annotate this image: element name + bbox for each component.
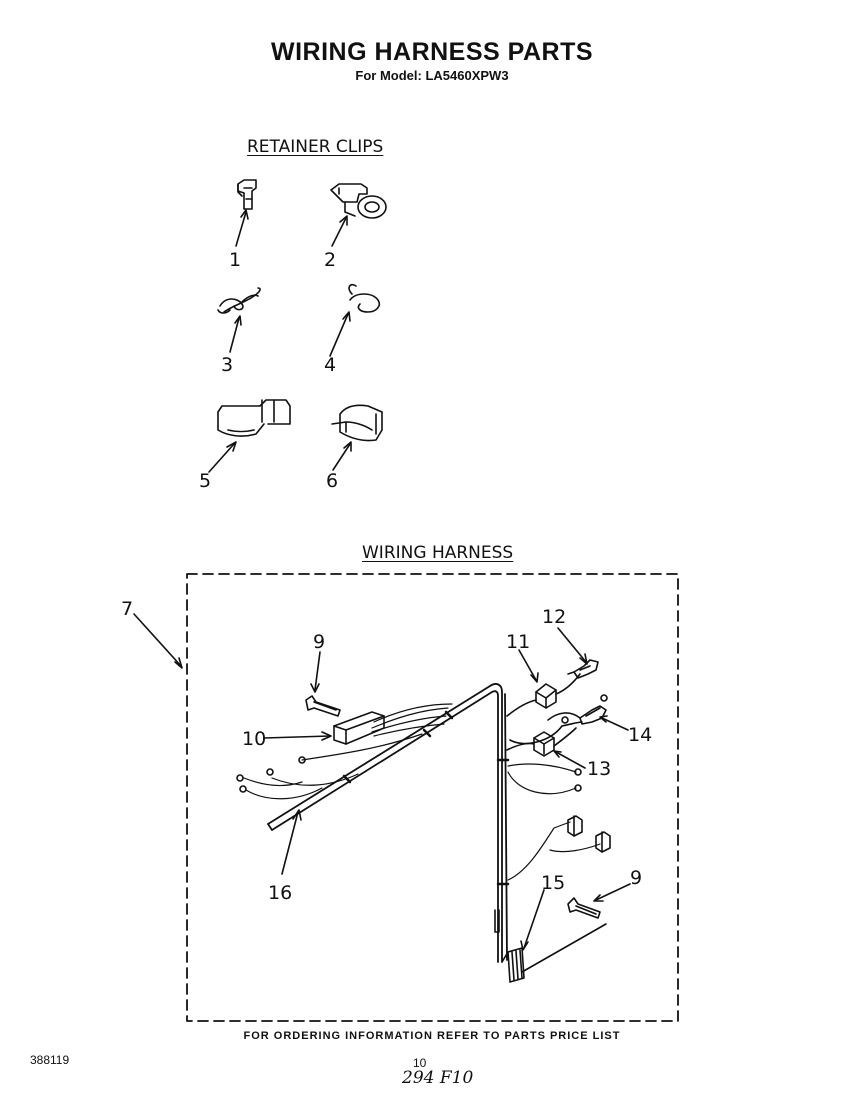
- callout-3: 3: [221, 354, 234, 376]
- leader-line-6: [333, 444, 350, 470]
- wire-terminal-14b: [562, 717, 568, 723]
- retainer-clip-3: [218, 288, 260, 313]
- leader-line-15: [524, 890, 544, 948]
- ordering-note: FOR ORDERING INFORMATION REFER TO PARTS PRICE LIST: [243, 1030, 621, 1042]
- callout-7: 7: [121, 598, 134, 620]
- plug-connector-lower-right: [568, 816, 610, 852]
- wire-terminal-left-2: [267, 769, 273, 775]
- retainer-clip-4: [349, 285, 379, 312]
- terminal-12: [568, 660, 598, 678]
- wiring-harness-heading: WIRING HARNESS: [362, 543, 514, 563]
- document-number: 388119: [30, 1053, 70, 1067]
- leader-line-5: [209, 444, 234, 472]
- trunk-clamp-bands: [344, 712, 508, 884]
- leader-line-10: [264, 736, 330, 738]
- retainer-clip-6: [332, 405, 382, 440]
- harness-branch-wires-left: [244, 704, 452, 799]
- callout-10: 10: [242, 728, 267, 750]
- terminal-9-lower: [522, 898, 606, 972]
- callout-14: 14: [628, 724, 653, 746]
- callout-12: 12: [542, 606, 567, 628]
- leader-line-14: [602, 718, 628, 730]
- callout-9-upper: 9: [313, 631, 326, 653]
- connector-13: [507, 728, 576, 756]
- leader-line-7: [134, 614, 181, 666]
- connector-11: [507, 674, 580, 716]
- leader-line-11: [519, 650, 536, 680]
- retainer-clip-2: [331, 184, 386, 218]
- harness-branch-wires-right: [508, 764, 600, 880]
- retainer-clip-5: [218, 400, 290, 436]
- callout-6: 6: [326, 470, 339, 492]
- callout-16: 16: [268, 882, 293, 904]
- leader-line-13: [556, 752, 585, 768]
- callout-13: 13: [587, 758, 612, 780]
- wire-terminal-left-4: [237, 775, 243, 781]
- page-title: WIRING HARNESS PARTS: [270, 38, 594, 66]
- callout-2: 2: [324, 249, 337, 271]
- retainer-clip-1: [238, 180, 256, 209]
- retainer-clips-heading: RETAINER CLIPS: [247, 137, 384, 157]
- page-number: 10: [413, 1056, 427, 1070]
- harness-dashed-border: [187, 574, 678, 1021]
- main-harness-trunk: [268, 684, 507, 962]
- callout-5: 5: [199, 470, 212, 492]
- callout-1: 1: [229, 249, 242, 271]
- leader-line-2: [332, 218, 346, 246]
- model-subtitle: For Model: LA5460XPW3: [355, 68, 509, 83]
- callout-9-lower: 9: [630, 867, 643, 889]
- leader-line-9-lower: [596, 884, 630, 900]
- callout-4: 4: [324, 354, 337, 376]
- callout-15: 15: [541, 872, 566, 894]
- leader-line-4: [330, 314, 348, 356]
- callout-11: 11: [506, 631, 531, 653]
- harness-plug-15: [495, 910, 524, 982]
- connector-block-10: [334, 712, 384, 744]
- handwritten-note: 294 F10: [402, 1068, 474, 1088]
- wire-terminal-left-3: [240, 786, 246, 792]
- leader-line-12: [558, 628, 586, 662]
- terminal-9-upper: [306, 696, 340, 716]
- wire-terminal-14: [601, 695, 607, 701]
- terminal-14: [510, 706, 606, 744]
